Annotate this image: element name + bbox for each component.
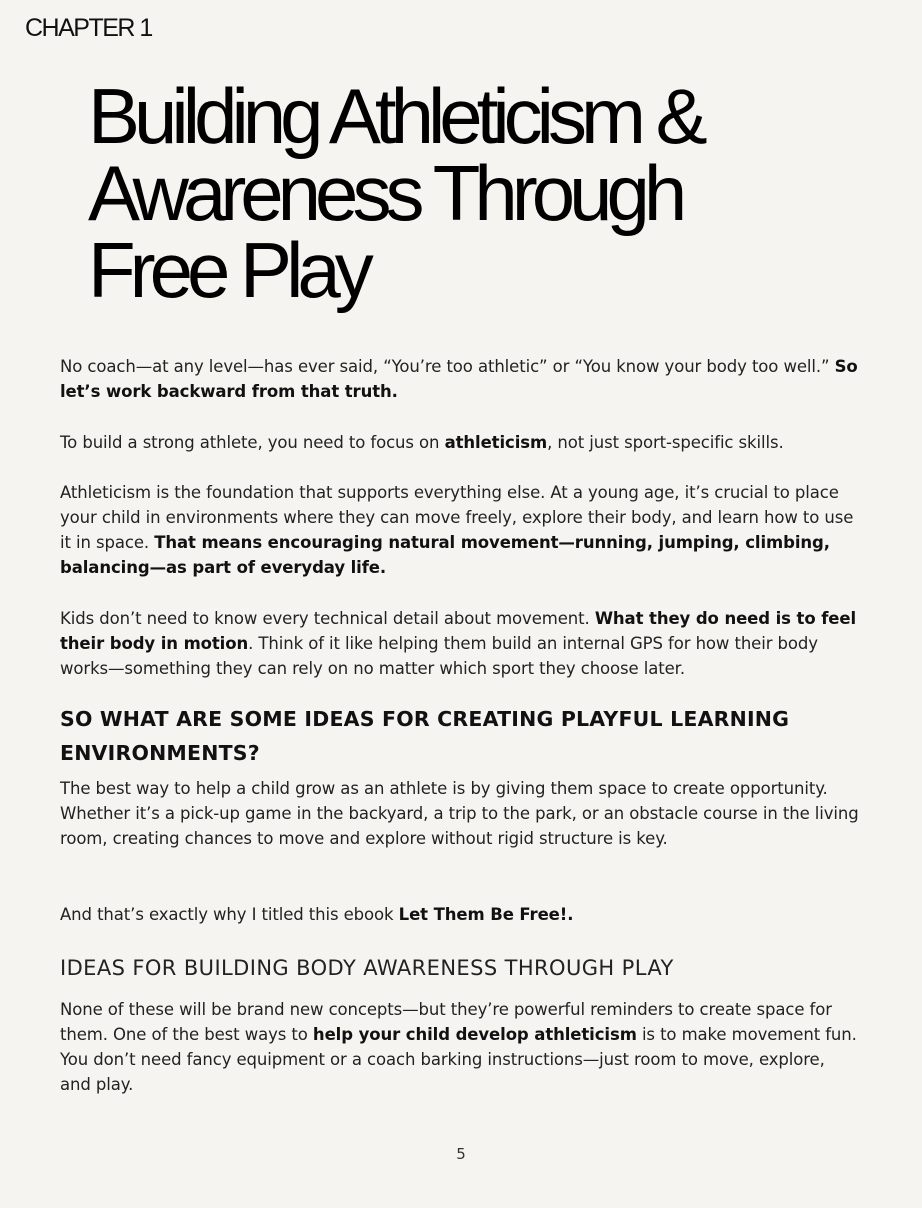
paragraph-ebook-title-bold: Let Them Be Free!. [398, 905, 574, 924]
chapter-title-line-2: Awareness Through [88, 149, 682, 237]
paragraph-reminders-text-1: None of these will be brand new concepts—but they’re powerful reminders to create space for them. One of the best ways to [60, 1000, 832, 1044]
paragraph-best-way [60, 776, 860, 851]
paragraph-movement-detail [60, 606, 860, 681]
page-number: 5 [456, 1145, 466, 1163]
paragraph-foundation-bold: That means encouraging natural movement—running, jumping, climbing, balancing—as part of everyday life. [60, 533, 830, 577]
paragraph-reminders-bold: help your child develop athleticism [312, 1025, 637, 1044]
paragraph-reminders-text-2: is to make movement fun. You don’t need fancy equipment or a coach barking instructions—just room to move, explore, and play. [60, 1025, 857, 1094]
paragraph-foundation-text: Athleticism is the foundation that supports everything else. At a young age, it’s crucial to place your child in environments where they can move freely, explore their body, and learn how to use it in space. [60, 483, 854, 552]
paragraph-intro-bold: So let’s work backward from that truth. [60, 357, 858, 401]
paragraph-athleticism-focus-text-2: , not just sport-specific skills. [547, 433, 784, 452]
paragraph-ebook-title [60, 902, 860, 927]
paragraph-athleticism-focus-bold: athleticism [444, 433, 548, 452]
paragraph-intro [60, 354, 860, 404]
paragraph-athleticism-focus-text-1: To build a strong athlete, you need to focus on [60, 433, 445, 452]
paragraph-movement-detail-text-1: Kids don’t need to know every technical detail about movement. [60, 609, 595, 628]
paragraph-foundation [60, 480, 860, 580]
paragraph-reminders [60, 997, 860, 1097]
chapter-title-line-1: Building Athleticism & [88, 72, 702, 160]
paragraph-movement-detail-text-2: . Think of it like helping them build an internal GPS for how their body works—something they can rely on no matter which sport they choose later. [60, 634, 818, 678]
chapter-title [88, 72, 908, 314]
paragraph-athleticism-focus [60, 430, 860, 455]
heading-body-awareness: IDEAS FOR BUILDING BODY AWARENESS THROUGH PLAY [60, 956, 674, 980]
heading-playful-environments: SO WHAT ARE SOME IDEAS FOR CREATING PLAYFUL LEARNING ENVIRONMENTS? [60, 707, 790, 765]
paragraph-movement-detail-bold: What they do need is to feel their body in motion [60, 609, 857, 653]
paragraph-intro-text: No coach—at any level—has ever said, “You’re too athletic” or “You know your body too well.” [60, 357, 835, 376]
paragraph-ebook-title-text: And that’s exactly why I titled this ebook [60, 905, 399, 924]
chapter-title-line-3: Free Play [88, 226, 368, 314]
paragraph-best-way-text: The best way to help a child grow as an athlete is by giving them space to create opportunity. Whether it’s a pick-up game in the backyard, a trip to the park, or an obstacle course in the living room, creating chances to move and explore without rigid structure is key. [60, 779, 859, 848]
chapter-label: CHAPTER 1 [25, 14, 152, 42]
